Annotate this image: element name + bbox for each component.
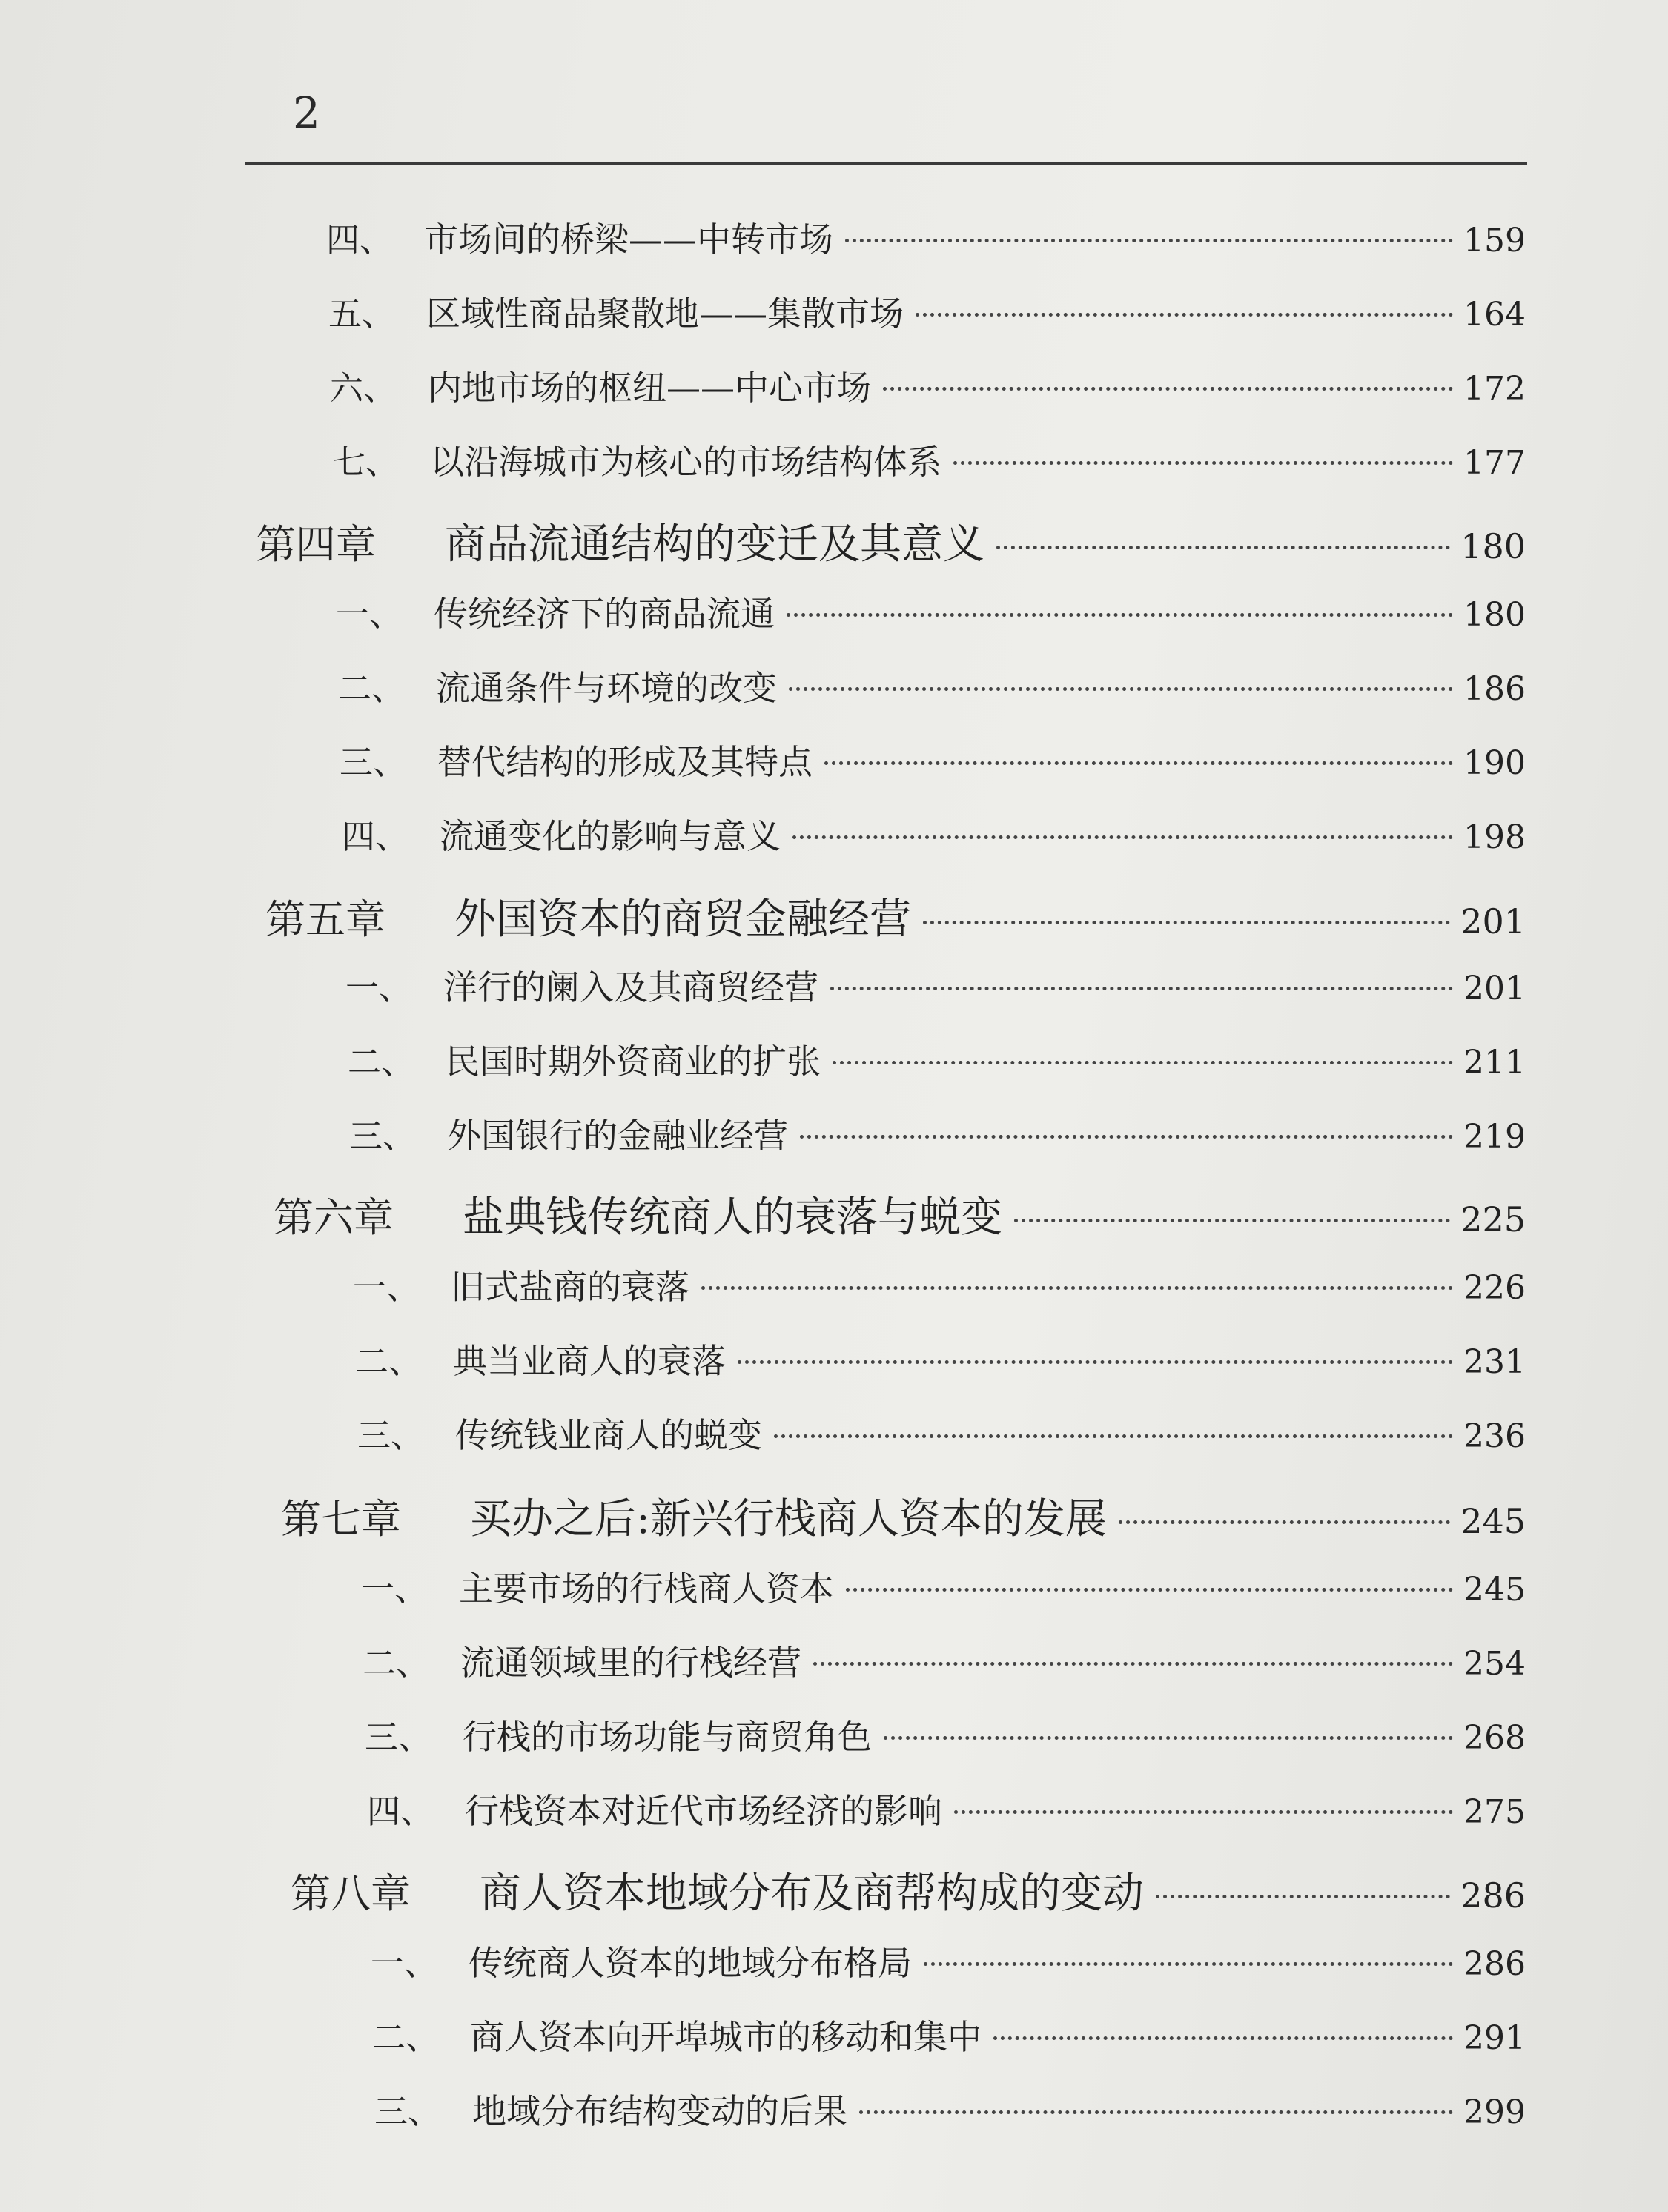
section-number: 二、: [348, 1042, 415, 1082]
chapter-number: 第四章: [256, 521, 376, 568]
dot-leader: [1014, 1219, 1450, 1222]
page-reference: 286: [1460, 1875, 1526, 1915]
section-title: 替代结构的形成及其特点: [437, 742, 813, 782]
chapter-number: 第六章: [274, 1194, 394, 1241]
toc-section-entry: [357, 1408, 1526, 1457]
section-title: 旧式盐商的衰落: [451, 1267, 689, 1307]
dot-leader: [800, 1135, 1453, 1139]
toc-chapter-entry: [281, 1486, 1526, 1546]
page-reference: 286: [1463, 1945, 1526, 1983]
section-number: 一、: [336, 595, 403, 634]
section-number: 二、: [355, 1342, 423, 1381]
toc-section-entry: [372, 2010, 1526, 2059]
dot-leader: [996, 546, 1450, 549]
dot-leader: [774, 1434, 1453, 1438]
toc-section-entry: [345, 961, 1526, 1010]
page-reference: 231: [1463, 1343, 1526, 1381]
section-number: 三、: [357, 1416, 425, 1455]
page-reference: 254: [1463, 1645, 1526, 1683]
section-number: 三、: [340, 743, 407, 782]
section-title: 流通领域里的行栈经营: [460, 1643, 801, 1683]
header-rule: [245, 162, 1527, 165]
section-title: 商人资本向开埠城市的移动和集中: [470, 2017, 982, 2057]
page-number: 2: [293, 87, 320, 138]
page-reference: 299: [1463, 2093, 1526, 2131]
dot-leader: [954, 1810, 1453, 1814]
chapter-number: 第七章: [281, 1496, 401, 1543]
section-number: 二、: [338, 669, 406, 708]
page-reference: 245: [1463, 1571, 1526, 1609]
section-number: 三、: [374, 2092, 442, 2131]
section-title: 传统钱业商人的蜕变: [455, 1415, 762, 1455]
section-number: 一、: [361, 1569, 428, 1609]
section-title: 市场间的桥梁——中转市场: [424, 219, 833, 259]
dot-leader: [883, 387, 1453, 391]
section-title: 内地市场的枢纽——中心市场: [428, 368, 871, 408]
section-title: 典当业商人的衰落: [453, 1341, 726, 1381]
dot-leader: [1119, 1520, 1450, 1524]
toc-section-entry: [349, 1109, 1526, 1158]
chapter-title: 商人资本地域分布及商帮构成的变动: [480, 1870, 1144, 1918]
page-reference: 164: [1463, 296, 1526, 334]
dot-leader: [845, 239, 1453, 242]
dot-leader: [924, 1962, 1453, 1966]
page-reference: 291: [1463, 2019, 1526, 2057]
dot-leader: [916, 313, 1453, 317]
chapter-title: 外国资本的商贸金融经营: [454, 895, 911, 944]
toc-section-entry: [353, 1260, 1526, 1309]
toc-section-entry: [367, 1784, 1526, 1833]
dot-leader: [824, 761, 1453, 765]
toc-chapter-entry: [274, 1185, 1526, 1244]
dot-leader: [833, 1061, 1453, 1064]
page-reference: 177: [1463, 444, 1526, 482]
toc-section-entry: [330, 361, 1526, 410]
toc-chapter-entry: [256, 511, 1526, 571]
toc-section-entry: [338, 661, 1526, 710]
page-reference: 190: [1463, 744, 1526, 782]
section-number: 一、: [345, 968, 413, 1007]
toc-section-entry: [340, 735, 1526, 784]
section-number: 二、: [363, 1643, 430, 1683]
dot-leader: [738, 1360, 1453, 1364]
toc-section-entry: [342, 809, 1526, 858]
section-number: 二、: [372, 2018, 440, 2057]
section-title: 以沿海城市为核心的市场结构体系: [430, 442, 941, 482]
page-reference: 180: [1463, 596, 1526, 634]
page-reference: 201: [1463, 970, 1526, 1007]
toc-section-entry: [365, 1710, 1526, 1759]
chapter-number: 第八章: [291, 1870, 411, 1917]
chapter-title: 盐典钱传统商人的衰落与蜕变: [463, 1193, 1002, 1242]
section-title: 区域性商品聚散地——集散市场: [426, 294, 904, 334]
toc-section-entry: [348, 1035, 1526, 1084]
section-number: 一、: [353, 1268, 420, 1307]
page-reference: 186: [1463, 670, 1526, 708]
dot-leader: [830, 987, 1453, 990]
page-reference: 275: [1463, 1793, 1526, 1831]
dot-leader: [846, 1588, 1453, 1592]
section-number: 四、: [367, 1792, 434, 1831]
section-number: 五、: [328, 294, 396, 334]
toc-section-entry: [336, 587, 1526, 636]
section-title: 民国时期外资商业的扩张: [446, 1042, 821, 1082]
toc-chapter-entry: [265, 887, 1526, 946]
page-reference: 201: [1460, 901, 1526, 941]
page-reference: 268: [1463, 1719, 1526, 1757]
page-reference: 159: [1463, 222, 1526, 259]
toc-section-entry: [355, 1334, 1526, 1383]
page-reference: 198: [1463, 818, 1526, 856]
section-title: 行栈的市场功能与商贸角色: [463, 1717, 872, 1757]
page-reference: 236: [1463, 1417, 1526, 1455]
dot-leader: [923, 921, 1450, 924]
dot-leader: [884, 1736, 1453, 1740]
dot-leader: [787, 613, 1453, 617]
page-reference: 172: [1463, 370, 1526, 408]
page-reference: 211: [1463, 1044, 1526, 1082]
dot-leader: [993, 2036, 1453, 2040]
toc-section-entry: [328, 287, 1526, 336]
toc-chapter-entry: [291, 1861, 1526, 1920]
toc-section-entry: [361, 1562, 1526, 1611]
section-title: 行栈资本对近代市场经济的影响: [465, 1791, 942, 1831]
section-number: 四、: [326, 220, 394, 259]
toc-section-entry: [374, 2084, 1526, 2133]
page-reference: 226: [1463, 1269, 1526, 1307]
section-number: 六、: [330, 368, 397, 408]
chapter-title: 买办之后:新兴行栈商人资本的发展: [470, 1495, 1107, 1543]
section-title: 流通变化的影响与意义: [440, 816, 781, 856]
section-title: 流通条件与环境的改变: [436, 668, 777, 708]
page-reference: 219: [1463, 1118, 1526, 1156]
toc-section-entry: [363, 1636, 1526, 1685]
section-title: 传统商人资本的地域分布格局: [469, 1943, 912, 1983]
section-title: 洋行的阑入及其商贸经营: [443, 967, 818, 1007]
dot-leader: [813, 1662, 1453, 1666]
section-number: 三、: [365, 1718, 432, 1757]
section-number: 四、: [342, 817, 409, 856]
section-number: 一、: [371, 1944, 438, 1983]
dot-leader: [701, 1286, 1453, 1290]
section-number: 七、: [332, 443, 400, 482]
toc-section-entry: [326, 213, 1526, 262]
dot-leader: [859, 2110, 1453, 2114]
toc-section-entry: [332, 435, 1526, 484]
section-title: 地域分布结构变动的后果: [472, 2091, 847, 2131]
toc-section-entry: [371, 1936, 1526, 1985]
chapter-title: 商品流通结构的变迁及其意义: [445, 520, 984, 569]
section-title: 传统经济下的商品流通: [434, 594, 775, 634]
section-title: 主要市场的行栈商人资本: [459, 1569, 834, 1609]
dot-leader: [953, 461, 1453, 465]
page-reference: 225: [1460, 1199, 1526, 1239]
dot-leader: [792, 835, 1453, 839]
section-title: 外国银行的金融业经营: [447, 1116, 788, 1156]
dot-leader: [1156, 1895, 1450, 1898]
page-reference: 245: [1460, 1501, 1526, 1541]
section-number: 三、: [349, 1116, 417, 1156]
dot-leader: [789, 687, 1453, 691]
page-reference: 180: [1460, 526, 1526, 566]
chapter-number: 第五章: [265, 896, 385, 943]
